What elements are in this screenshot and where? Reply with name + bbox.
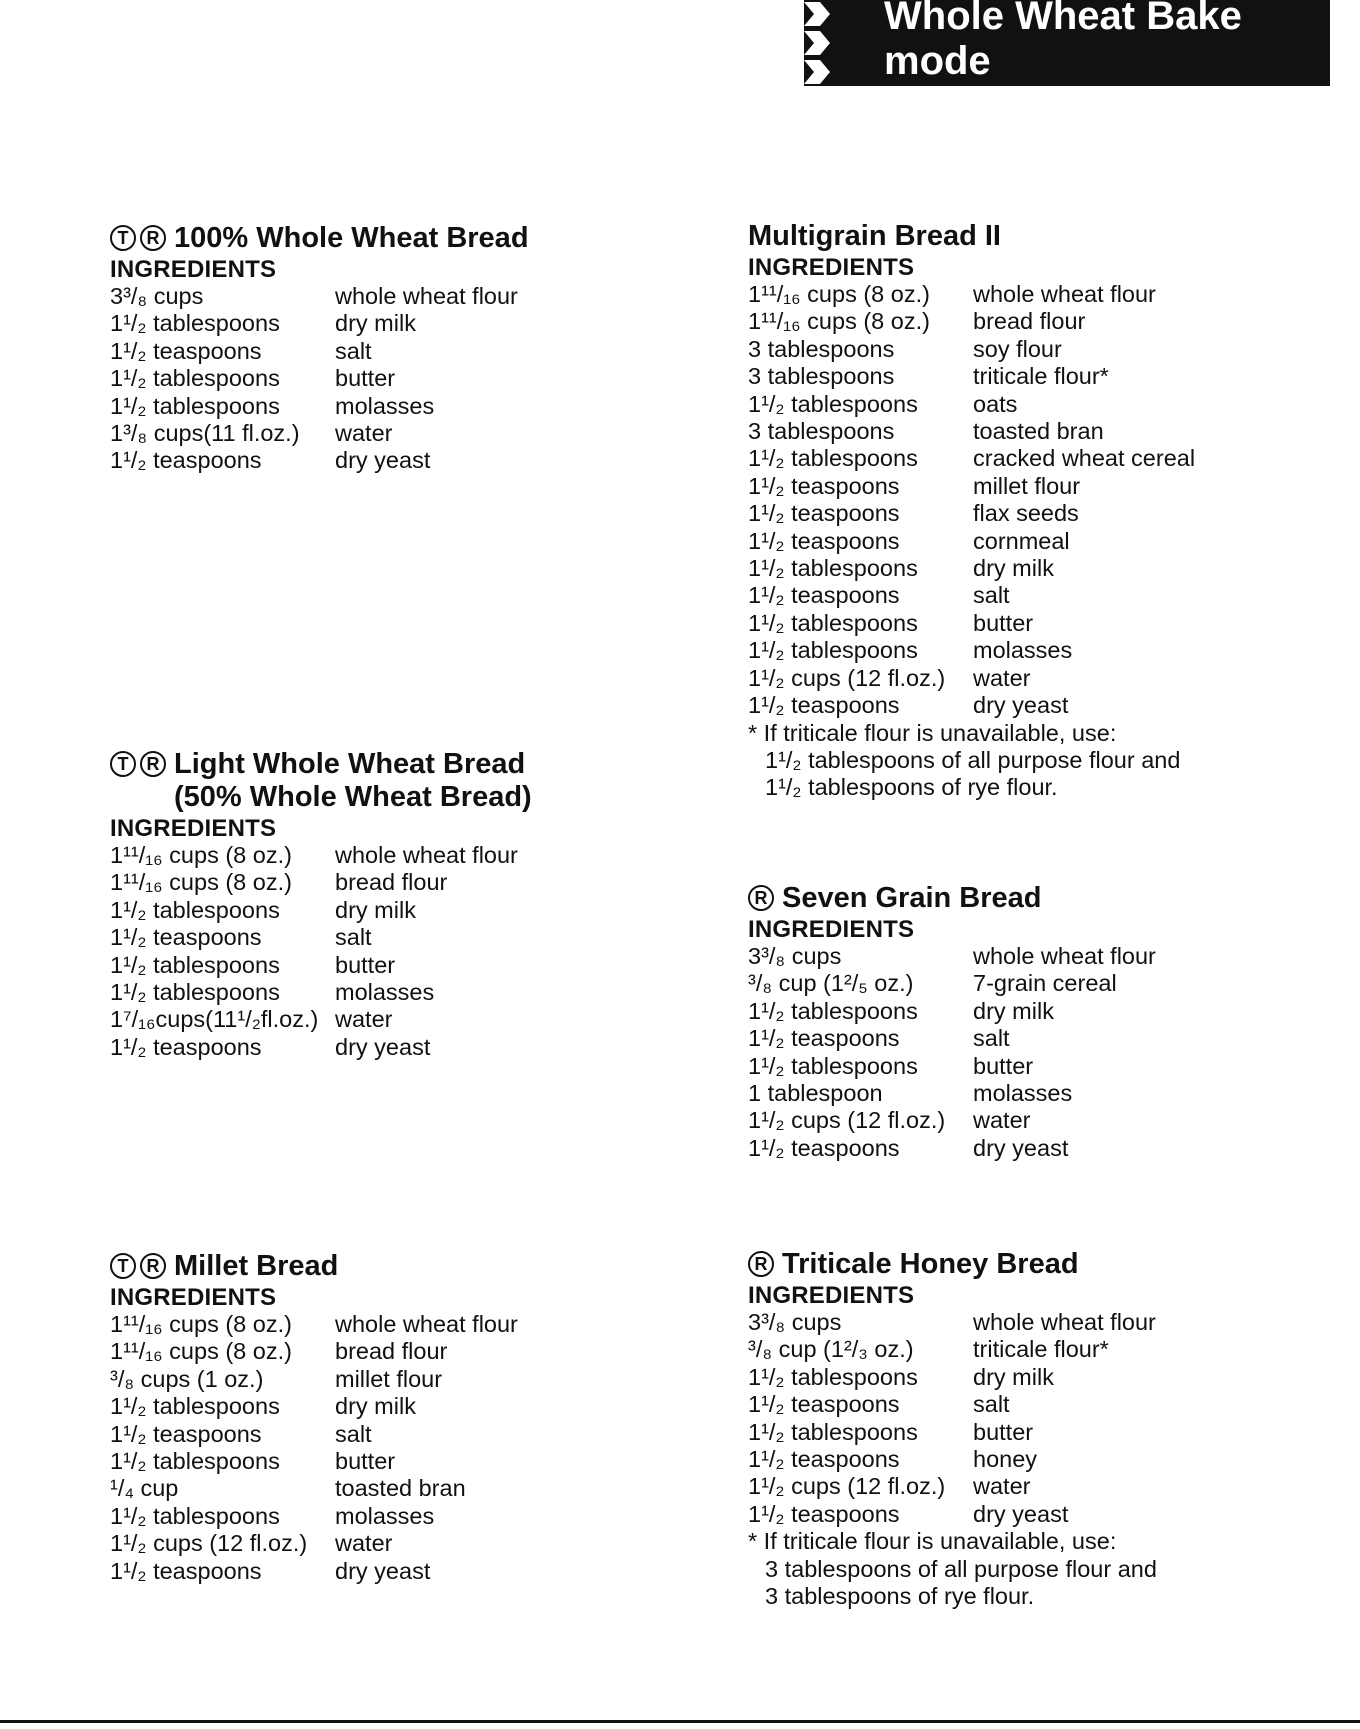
ingredient-quantity: 1¹/₂ tablespoons bbox=[110, 896, 280, 923]
ingredient-name: salt bbox=[335, 924, 372, 951]
ingredient-row bbox=[748, 1025, 1348, 1052]
ingredient-name: whole wheat flour bbox=[335, 1311, 518, 1337]
ingredient-name: salt bbox=[973, 1025, 1010, 1052]
ingredient-name: whole wheat flour bbox=[973, 281, 1156, 307]
ingredient-name: water bbox=[335, 420, 393, 447]
ingredient-name: millet flour bbox=[335, 1365, 443, 1392]
ingredient-row bbox=[748, 998, 1348, 1025]
ingredient-row bbox=[110, 1393, 710, 1420]
ingredient-quantity: 1¹¹/₁₆ cups (8 oz.) bbox=[110, 1338, 292, 1365]
rapid-badge-icon: R bbox=[140, 225, 166, 251]
ingredient-quantity: 1¹/₂ tablespoons bbox=[748, 1363, 918, 1390]
ingredient-quantity: 1¹¹/₁₆ cups (8 oz.) bbox=[110, 869, 292, 896]
ingredient-row bbox=[110, 338, 710, 365]
ingredient-quantity: 1¹/₂ cups (12 fl.oz.) bbox=[748, 1473, 946, 1500]
ingredient-quantity: 1¹/₂ teaspoons bbox=[748, 582, 900, 609]
ingredient-row bbox=[110, 1006, 710, 1033]
ingredient-name: bread flour bbox=[973, 308, 1086, 335]
ingredient-row bbox=[748, 445, 1348, 472]
ingredient-quantity: 1¹/₂ tablespoons bbox=[110, 392, 280, 419]
ingredient-row bbox=[748, 555, 1348, 582]
ingredient-name: butter bbox=[973, 1418, 1034, 1445]
recipe-light-whole-wheat-bread bbox=[110, 748, 710, 1061]
ingredient-name: cornmeal bbox=[973, 527, 1070, 554]
ingredient-row bbox=[110, 842, 710, 869]
ingredient-quantity: 1¹/₂ teaspoons bbox=[110, 1557, 262, 1584]
ingredients-heading: INGREDIENTS bbox=[110, 256, 277, 283]
ingredient-name: water bbox=[335, 1530, 393, 1557]
ingredient-quantity: 1¹/₂ teaspoons bbox=[110, 447, 262, 474]
ingredient-row bbox=[110, 365, 710, 392]
ingredient-quantity: 1¹/₂ cups (12 fl.oz.) bbox=[110, 1530, 308, 1557]
timer-badge-icon: T bbox=[110, 1253, 136, 1279]
ingredient-list bbox=[748, 281, 1348, 720]
ingredient-name: dry yeast bbox=[973, 692, 1069, 719]
ingredient-row bbox=[748, 363, 1348, 390]
recipe-title: Multigrain Bread II bbox=[748, 220, 1001, 252]
ingredient-quantity: 1¹¹/₁₆ cups (8 oz.) bbox=[110, 842, 292, 868]
rapid-badge-icon: R bbox=[748, 1251, 774, 1277]
timer-badge-icon: T bbox=[110, 751, 136, 777]
ingredient-row bbox=[110, 897, 710, 924]
page-title-line1: Whole Wheat Bake bbox=[884, 0, 1242, 38]
ingredient-row bbox=[110, 924, 710, 951]
ingredient-name: whole wheat flour bbox=[973, 943, 1156, 969]
ingredient-quantity: 1¹/₂ teaspoons bbox=[110, 1420, 262, 1447]
ingredient-quantity: 3 tablespoons bbox=[748, 418, 895, 445]
ingredient-quantity: 1¹/₂ teaspoons bbox=[748, 692, 900, 719]
note-line: 1¹/₂ tablespoons of rye flour. bbox=[765, 774, 1058, 801]
ingredient-row bbox=[110, 1475, 710, 1502]
ingredient-row bbox=[748, 1419, 1348, 1446]
ingredient-name: millet flour bbox=[973, 472, 1081, 499]
ingredient-row bbox=[748, 610, 1348, 637]
ingredient-row bbox=[748, 582, 1348, 609]
recipe-title-line1: Light Whole Wheat Bread bbox=[174, 748, 526, 780]
ingredient-row bbox=[748, 692, 1348, 719]
ingredient-quantity: 1¹/₂ tablespoons bbox=[110, 1502, 280, 1529]
ingredient-quantity: 1¹/₂ teaspoons bbox=[110, 924, 262, 951]
note-line: 1¹/₂ tablespoons of all purpose flour and bbox=[765, 746, 1181, 773]
ingredient-quantity: 1¹/₂ tablespoons bbox=[748, 390, 918, 417]
ingredient-name: butter bbox=[335, 1448, 396, 1475]
ingredient-row bbox=[110, 1421, 710, 1448]
ingredient-name: dry milk bbox=[335, 1393, 416, 1420]
ingredient-name: dry milk bbox=[973, 997, 1054, 1024]
ingredient-row bbox=[748, 1336, 1348, 1363]
ingredient-name: salt bbox=[973, 1391, 1010, 1418]
ingredient-name: whole wheat flour bbox=[335, 283, 518, 309]
ingredient-name: dry yeast bbox=[973, 1134, 1069, 1161]
ingredient-row bbox=[748, 1473, 1348, 1500]
ingredient-quantity: 1¹/₂ tablespoons bbox=[110, 1393, 280, 1420]
ingredient-row bbox=[748, 391, 1348, 418]
ingredient-quantity: 1⁷/₁₆cups(11¹/₂fl.oz.) bbox=[110, 1006, 319, 1033]
ingredient-quantity: 1¹/₂ tablespoons bbox=[110, 979, 280, 1006]
ingredient-name: dry yeast bbox=[335, 447, 431, 474]
ingredient-row bbox=[748, 1364, 1348, 1391]
ingredient-row bbox=[110, 283, 710, 310]
ingredients-heading: INGREDIENTS bbox=[110, 815, 277, 842]
ingredient-name: cracked wheat cereal bbox=[973, 445, 1196, 472]
ingredient-quantity: 1¹¹/₁₆ cups (8 oz.) bbox=[748, 308, 930, 335]
recipe-triticale-honey-bread bbox=[748, 1248, 1348, 1610]
ingredient-quantity: 1 tablespoon bbox=[748, 1080, 883, 1107]
ingredient-quantity: 1¹/₂ teaspoons bbox=[748, 1025, 900, 1052]
ingredient-name: dry milk bbox=[335, 896, 416, 923]
ingredient-quantity: 1¹¹/₁₆ cups (8 oz.) bbox=[110, 1311, 292, 1337]
ingredient-name: oats bbox=[973, 390, 1018, 417]
ingredient-row bbox=[748, 1053, 1348, 1080]
ingredient-row bbox=[110, 979, 710, 1006]
rapid-badge-icon: R bbox=[140, 1253, 166, 1279]
ingredient-row bbox=[748, 528, 1348, 555]
ingredient-quantity: 1¹/₂ tablespoons bbox=[110, 1448, 280, 1475]
ingredient-quantity: 1¹/₂ teaspoons bbox=[110, 1033, 262, 1060]
ingredient-row bbox=[748, 1135, 1348, 1162]
ingredient-name: whole wheat flour bbox=[973, 1309, 1156, 1335]
timer-badge-icon: T bbox=[110, 225, 136, 251]
ingredient-row bbox=[748, 970, 1348, 997]
ingredient-list bbox=[110, 283, 710, 475]
substitution-note bbox=[748, 1528, 1348, 1610]
ingredient-row bbox=[110, 310, 710, 337]
ingredient-row bbox=[748, 308, 1348, 335]
ingredient-row bbox=[748, 1080, 1348, 1107]
page-title bbox=[884, 0, 1242, 84]
recipe-millet-bread bbox=[110, 1250, 710, 1585]
ingredient-name: water bbox=[973, 1107, 1031, 1134]
ingredient-row bbox=[110, 1558, 710, 1585]
ingredient-quantity: 3 tablespoons bbox=[748, 363, 895, 390]
ingredient-row bbox=[110, 1503, 710, 1530]
ingredient-quantity: 1¹/₂ cups (12 fl.oz.) bbox=[748, 1107, 946, 1134]
ingredient-name: salt bbox=[335, 1420, 372, 1447]
ingredient-quantity: 1¹/₂ tablespoons bbox=[748, 1052, 918, 1079]
ingredient-quantity: 1¹/₂ tablespoons bbox=[748, 555, 918, 582]
ingredient-quantity: 1¹/₂ tablespoons bbox=[748, 1418, 918, 1445]
recipe-title bbox=[110, 748, 710, 814]
ingredient-name: dry milk bbox=[973, 1363, 1054, 1390]
ingredient-quantity: 3³/₈ cups bbox=[748, 943, 842, 969]
ingredient-row bbox=[110, 1366, 710, 1393]
recipe-title-line2: (50% Whole Wheat Bread) bbox=[174, 781, 532, 813]
ingredient-row bbox=[748, 500, 1348, 527]
chevron-icon bbox=[804, 0, 834, 86]
ingredient-row bbox=[748, 1391, 1348, 1418]
ingredient-name: 7-grain cereal bbox=[973, 970, 1117, 997]
ingredient-quantity: 1¹/₂ teaspoons bbox=[748, 500, 900, 527]
ingredient-name: water bbox=[973, 1473, 1031, 1500]
ingredient-quantity: 1¹/₂ tablespoons bbox=[110, 310, 280, 337]
substitution-note bbox=[748, 720, 1348, 802]
ingredient-quantity: 1¹/₂ teaspoons bbox=[748, 1134, 900, 1161]
ingredient-name: triticale flour* bbox=[973, 1336, 1109, 1363]
ingredient-row bbox=[748, 336, 1348, 363]
ingredient-row bbox=[110, 1034, 710, 1061]
ingredient-name: dry yeast bbox=[335, 1557, 431, 1584]
recipe-100-whole-wheat-bread bbox=[110, 222, 710, 475]
ingredient-quantity: 1¹/₂ teaspoons bbox=[748, 1500, 900, 1527]
ingredient-quantity: 1¹/₂ teaspoons bbox=[748, 1391, 900, 1418]
ingredient-quantity: ³/₈ cups (1 oz.) bbox=[110, 1365, 264, 1392]
ingredient-row bbox=[748, 1501, 1348, 1528]
ingredient-row bbox=[748, 1309, 1348, 1336]
ingredient-name: dry yeast bbox=[973, 1500, 1069, 1527]
ingredient-quantity: 1¹/₂ teaspoons bbox=[748, 527, 900, 554]
ingredient-row bbox=[748, 1107, 1348, 1134]
ingredient-row bbox=[748, 1446, 1348, 1473]
ingredient-name: triticale flour* bbox=[973, 363, 1109, 390]
note-line: * If triticale flour is unavailable, use: bbox=[748, 719, 1117, 746]
ingredient-name: honey bbox=[973, 1446, 1038, 1473]
ingredient-name: molasses bbox=[335, 1502, 435, 1529]
ingredient-quantity: ³/₈ cup (1²/₃ oz.) bbox=[748, 1336, 914, 1363]
page-title-line2: mode bbox=[884, 39, 991, 83]
ingredient-row bbox=[110, 393, 710, 420]
ingredients-heading: INGREDIENTS bbox=[748, 254, 915, 281]
ingredient-row bbox=[748, 665, 1348, 692]
note-line: 3 tablespoons of all purpose flour and bbox=[765, 1555, 1157, 1582]
rapid-badge-icon: R bbox=[140, 751, 166, 777]
ingredient-name: molasses bbox=[335, 979, 435, 1006]
ingredient-quantity: 1¹/₂ teaspoons bbox=[748, 1446, 900, 1473]
recipe-title: T R 100% Whole Wheat Bread bbox=[110, 222, 710, 255]
ingredient-quantity: 1¹/₂ teaspoons bbox=[748, 472, 900, 499]
ingredient-row bbox=[110, 1448, 710, 1475]
ingredient-list bbox=[110, 842, 710, 1061]
ingredient-name: butter bbox=[973, 1052, 1034, 1079]
ingredient-name: water bbox=[973, 664, 1031, 691]
ingredient-list bbox=[748, 943, 1348, 1162]
ingredient-quantity: 1¹/₂ tablespoons bbox=[748, 997, 918, 1024]
ingredient-quantity: 1¹/₂ cups (12 fl.oz.) bbox=[748, 664, 946, 691]
ingredient-row bbox=[110, 1530, 710, 1557]
header-banner bbox=[804, 0, 1330, 86]
ingredient-row bbox=[748, 418, 1348, 445]
ingredient-quantity: 1¹/₂ teaspoons bbox=[110, 337, 262, 364]
ingredient-quantity: 1¹/₂ tablespoons bbox=[748, 445, 918, 472]
ingredient-row bbox=[748, 637, 1348, 664]
ingredients-heading: INGREDIENTS bbox=[748, 1282, 915, 1309]
recipe-title: R Seven Grain Bread bbox=[748, 882, 1348, 915]
ingredient-row bbox=[110, 1338, 710, 1365]
ingredient-row bbox=[110, 1311, 710, 1338]
ingredient-name: dry milk bbox=[973, 555, 1054, 582]
ingredient-name: molasses bbox=[335, 392, 435, 419]
ingredient-quantity: ¹/₄ cup bbox=[110, 1475, 179, 1502]
ingredient-name: molasses bbox=[973, 1080, 1073, 1107]
ingredient-name: molasses bbox=[973, 637, 1073, 664]
ingredient-name: toasted bran bbox=[973, 418, 1104, 445]
ingredients-heading: INGREDIENTS bbox=[110, 1284, 277, 1311]
ingredient-name: whole wheat flour bbox=[335, 842, 518, 868]
ingredient-quantity: 1¹/₂ tablespoons bbox=[110, 951, 280, 978]
ingredient-row bbox=[110, 420, 710, 447]
ingredient-name: salt bbox=[973, 582, 1010, 609]
ingredient-row bbox=[110, 447, 710, 474]
ingredient-name: bread flour bbox=[335, 869, 448, 896]
ingredient-name: butter bbox=[335, 365, 396, 392]
ingredient-name: butter bbox=[973, 609, 1034, 636]
ingredient-quantity: 1³/₈ cups(11 fl.oz.) bbox=[110, 420, 300, 447]
ingredient-quantity: ³/₈ cup (1²/₅ oz.) bbox=[748, 970, 914, 997]
ingredient-name: soy flour bbox=[973, 335, 1062, 362]
ingredient-name: butter bbox=[335, 951, 396, 978]
ingredient-quantity: 3 tablespoons bbox=[748, 335, 895, 362]
recipe-seven-grain-bread bbox=[748, 882, 1348, 1162]
ingredient-name: water bbox=[335, 1006, 393, 1033]
ingredient-quantity: 1¹¹/₁₆ cups (8 oz.) bbox=[748, 281, 930, 307]
bottom-rule bbox=[0, 1720, 1360, 1723]
ingredient-name: toasted bran bbox=[335, 1475, 466, 1502]
ingredient-name: dry yeast bbox=[335, 1033, 431, 1060]
recipe-title: R Triticale Honey Bread bbox=[748, 1248, 1348, 1281]
ingredient-quantity: 1¹/₂ tablespoons bbox=[748, 609, 918, 636]
ingredient-list bbox=[110, 1311, 710, 1585]
ingredient-name: flax seeds bbox=[973, 500, 1079, 527]
rapid-badge-icon: R bbox=[748, 885, 774, 911]
ingredient-quantity: 3³/₈ cups bbox=[748, 1309, 842, 1335]
ingredient-row bbox=[748, 473, 1348, 500]
ingredient-row bbox=[110, 869, 710, 896]
recipe-multigrain-bread-ii bbox=[748, 220, 1348, 802]
ingredient-name: dry milk bbox=[335, 310, 416, 337]
ingredient-quantity: 1¹/₂ tablespoons bbox=[748, 637, 918, 664]
ingredients-heading: INGREDIENTS bbox=[748, 916, 915, 943]
ingredient-list bbox=[748, 1309, 1348, 1528]
ingredient-row bbox=[748, 943, 1348, 970]
ingredient-name: salt bbox=[335, 337, 372, 364]
note-line: * If triticale flour is unavailable, use: bbox=[748, 1528, 1117, 1555]
ingredient-name: bread flour bbox=[335, 1338, 448, 1365]
ingredient-row bbox=[110, 952, 710, 979]
note-line: 3 tablespoons of rye flour. bbox=[765, 1583, 1035, 1610]
ingredient-quantity: 3³/₈ cups bbox=[110, 283, 204, 309]
recipe-title: T R Millet Bread bbox=[110, 1250, 710, 1283]
ingredient-row bbox=[748, 281, 1348, 308]
ingredient-quantity: 1¹/₂ tablespoons bbox=[110, 365, 280, 392]
